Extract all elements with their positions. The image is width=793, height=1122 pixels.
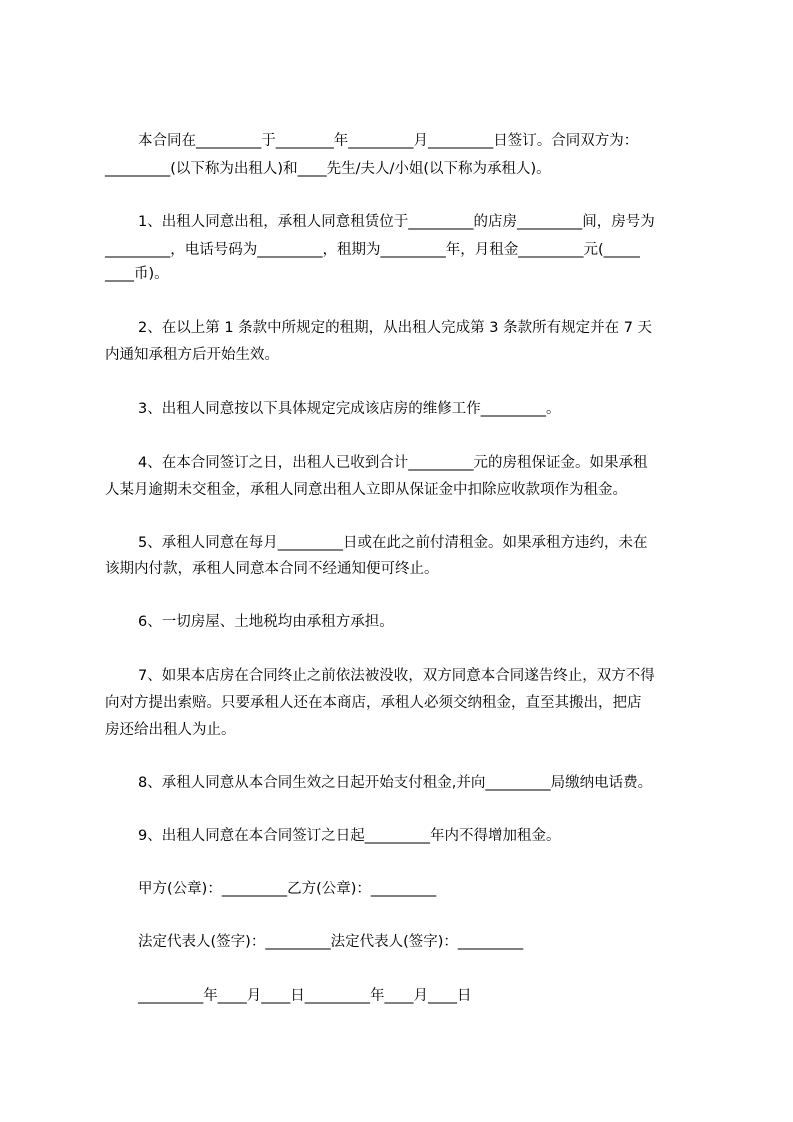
legal-representative-line: 法定代表人(签字)：_________法定代表人(签字)：_________ <box>138 934 524 950</box>
clause-4-line-2: 人某月逾期未交租金，承租人同意出租人立即从保证金中扣除应收款项作为租金。 <box>105 482 627 498</box>
clause-7-line-3: 房还给出租人为止。 <box>105 722 236 738</box>
clause-8-line-1: 8、承租人同意从本合同生效之日起开始支付租金,并向_________局缴纳电话费。 <box>138 775 653 791</box>
clause-3-line-1: 3、出租人同意按以下具体规定完成该店房的维修工作_________。 <box>138 401 561 417</box>
clause-5-line-2: 该期内付款，承租人同意本合同不经通知便可终止。 <box>105 561 439 577</box>
clause-5-line-1: 5、承租人同意在每月_________日或在此之前付清租金。如果承租方违约，未在 <box>138 535 648 551</box>
intro-line-1: 本合同在_________于________年_________月_________日签订。合同双方为： <box>138 133 639 149</box>
clause-7-line-2: 向对方提出索赔。只要承租人还在本商店，承租人必须交纳租金，直至其搬出，把店 <box>105 695 642 711</box>
clause-1-line-1: 1、出租人同意出租，承租人同意租赁位于_________的店房_________间，房号为 <box>138 214 655 230</box>
clause-7-line-1: 7、如果本店房在合同终止之前依法被没收，双方同意本合同遂告终止，双方不得 <box>138 668 655 684</box>
intro-line-2: _________(以下称为出租人)和____先生/夫人/小姐(以下称为承租人)。 <box>105 161 551 177</box>
clause-1-line-2: _________，电话号码为_________，租期为_________年，月租金_________元(_____ <box>105 242 640 258</box>
party-seal-line: 甲方(公章)：_________乙方(公章)：_________ <box>138 881 437 897</box>
signing-date-line: _________年____月____日_________年____月____日 <box>138 988 472 1004</box>
clause-6-line-1: 6、一切房屋、土地税均由承租方承担。 <box>138 614 394 630</box>
clause-1-line-3: ____币)。 <box>105 266 169 282</box>
clause-2-line-1: 2、在以上第 1 条款中所规定的租期，从出租人完成第 3 条款所有规定并在 7 天 <box>138 320 653 336</box>
clause-9-line-1: 9、出租人同意在本合同签订之日起_________年内不得增加租金。 <box>138 828 561 844</box>
clause-2-line-2: 内通知承租方后开始生效。 <box>105 347 279 363</box>
clause-4-line-1: 4、在本合同签订之日，出租人已收到合计_________元的房租保证金。如果承租 <box>138 455 648 471</box>
